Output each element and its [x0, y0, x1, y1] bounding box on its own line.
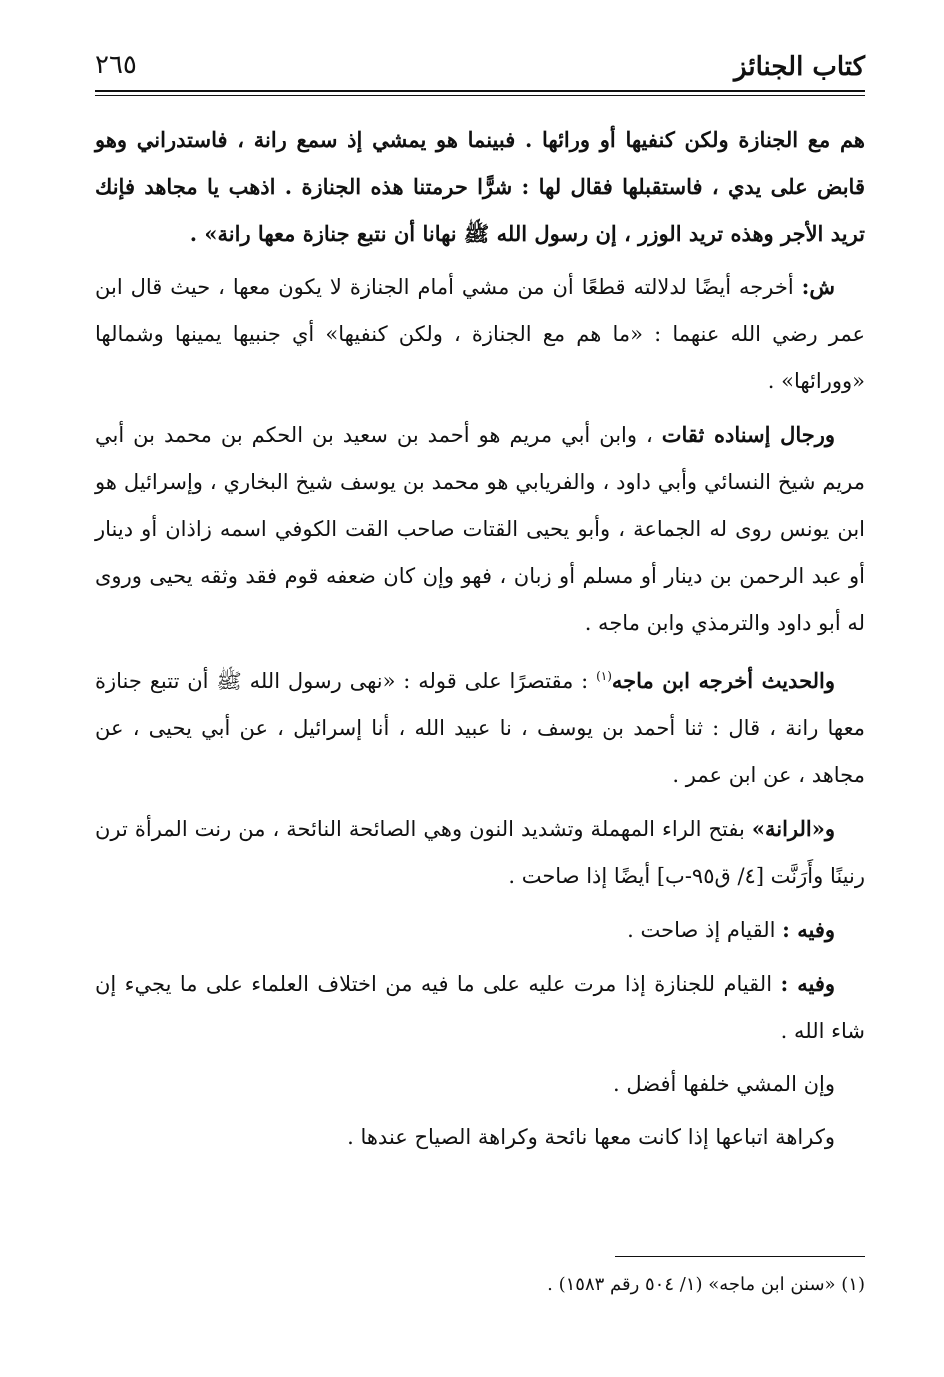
paragraph-text: وإن المشي خلفها أفضل .: [612, 1072, 835, 1096]
paragraph-text: القيام إذ صاحت .: [627, 918, 783, 942]
paragraph-narrators: [95, 411, 865, 647]
header-rule: [95, 90, 865, 92]
paragraph-text: بفتح الراء المهملة وتشديد النون وهي الصائحة النائحة ، من رنت المرأة ترن رنينًا وأَرَنَّت [٤/ ق٩٥-ب] أيضًا إذا صاحت .: [95, 817, 865, 888]
chapter-title: كتاب الجنائز: [734, 52, 865, 82]
paragraph-text: ، وابن أبي مريم هو أحمد بن سعيد بن الحكم بن محمد بن أبي مريم شيخ النسائي وأبي داود ، والفريابي هو محمد بن يوسف شيخ البخاري ، وإسرائيل هو ابن يونس روى له الجماعة ، وأبو يحيى القتات صاحب القت الكوفي اسمه زاذان أو دينار أو عبد الرحمن بن دينار أو مسلم أو زبان ، فهو وإن كان ضعفه قوم فقد وثقه يحيى وروى له أبو داود والترمذي وابن ماجه .: [95, 423, 865, 635]
page-number: ٢٦٥: [95, 50, 137, 80]
paragraph-benefit-1: [95, 906, 865, 954]
paragraph-benefit-3: [95, 1061, 865, 1108]
paragraph-text: هم مع الجنازة ولكن كنفيها أو ورائها . فبينما هو يمشي إذ سمع رانة ، فاستدراني وهو قابض على يدي ، فاستقبلها فقال لها : شرًّا حرمتنا هذه الجنازة . اذهب يا مجاهد فإنك تريد الأجر وهذه تريد الوزر ، إن رسول الله ﷺ نهانا أن نتبع جنازة معها رانة» .: [95, 127, 865, 246]
paragraph-ibn-majah: [95, 653, 865, 799]
paragraph-lead: والحديث أخرجه ابن ماجه: [611, 668, 835, 693]
paragraph-lead: ش:: [801, 274, 835, 299]
body-text: [95, 116, 865, 1167]
document-page: [95, 0, 865, 1377]
paragraph-lead: وفيه :: [782, 917, 835, 942]
page-header: [95, 44, 865, 84]
paragraph-benefit-4: [95, 1114, 865, 1161]
paragraph-text: أخرجه أيضًا لدلالته قطعًا أن من مشي أمام الجنازة لا يكون معها ، حيث قال ابن عمر رضي الله عنهما : «ما هم مع الجنازة ، ولكن كنفيها» أي جنبيها يمينها وشمالها «وورائها» .: [95, 275, 865, 393]
paragraph-benefit-2: [95, 960, 865, 1055]
paragraph-commentary: [95, 263, 865, 405]
footnote: (١) «سنن ابن ماجه» (١/ ٥٠٤ رقم ١٥٨٣) .: [547, 1274, 865, 1295]
paragraph-lead: ورجال إسناده ثقات: [661, 422, 836, 447]
footnote-rule: [615, 1256, 865, 1257]
paragraph-definition: [95, 805, 865, 900]
paragraph-text: وكراهة اتباعها إذا كانت معها نائحة وكراهة الصياح عندها .: [347, 1125, 835, 1149]
paragraph-hadith-end: [95, 116, 865, 257]
paragraph-text: : مقتصرًا على قوله : «نهى رسول الله ﷺ أن تتبع جنازة معها رانة ، قال : ثنا أحمد بن يوسف ، نا عبيد الله ، أنا إسرائيل ، عن أبي يحيى ، عن مجاهد ، عن ابن عمر .: [95, 669, 865, 787]
paragraph-lead: وفيه :: [780, 971, 836, 996]
paragraph-text: القيام للجنازة إذا مرت عليه على ما فيه من اختلاف العلماء على ما يجيء إن شاء الله .: [95, 972, 865, 1043]
paragraph-lead: و«الرانة»: [751, 816, 835, 841]
header-rule-thin: [95, 95, 865, 96]
footnote-ref[interactable]: (١): [596, 669, 612, 683]
